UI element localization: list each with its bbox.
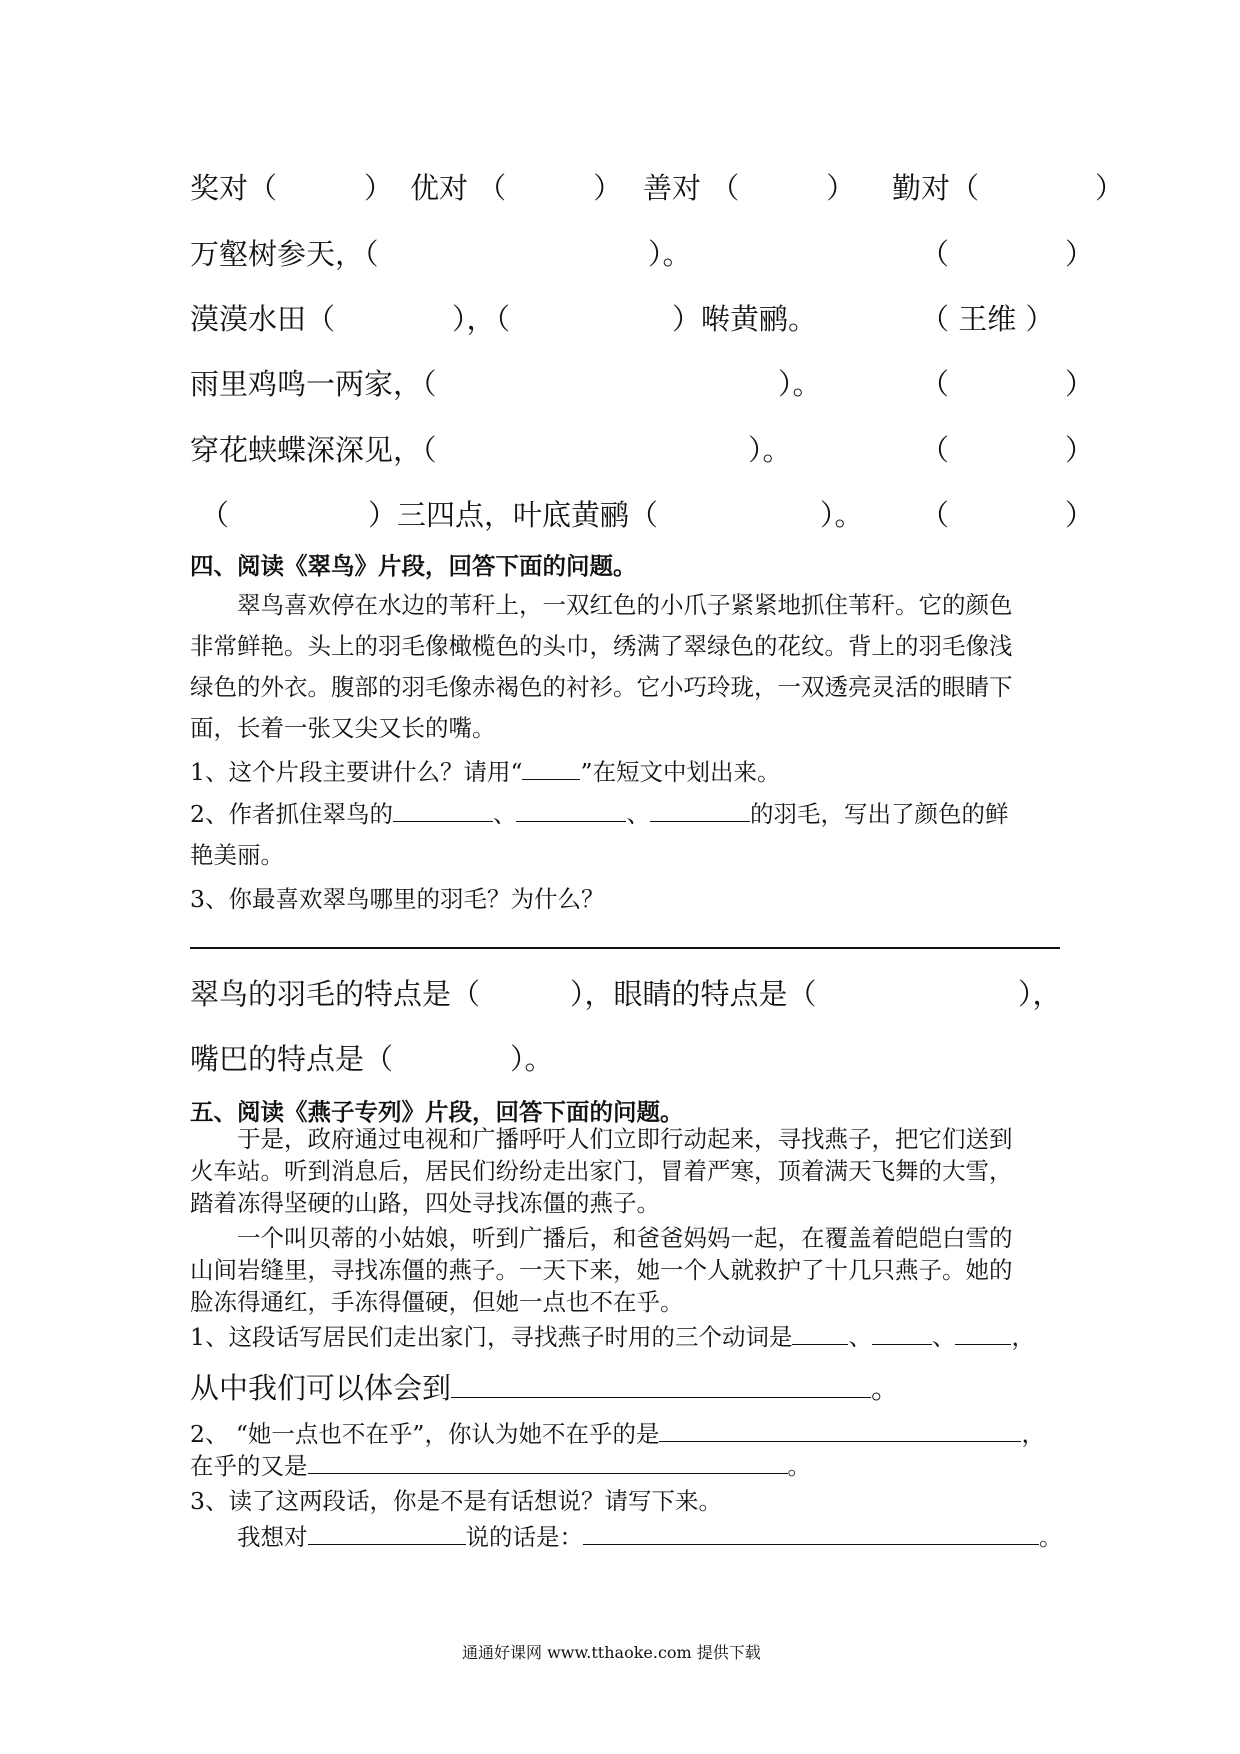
section-5-heading: 五、阅读《燕子专列》片段，回答下面的问题。: [190, 1098, 684, 1126]
feature-line-1-c: ），: [1018, 977, 1062, 1011]
question-text: ”在短文中划出来。: [580, 758, 781, 786]
separator: 、: [492, 800, 517, 828]
poem-line-4-end: ）。: [748, 433, 792, 467]
answer-blank[interactable]: [308, 1524, 466, 1545]
feature-line-2-b: ）。: [510, 1042, 554, 1076]
answer-blank[interactable]: [451, 1373, 871, 1398]
question-4-2-cont: 艳美丽。: [190, 841, 284, 869]
question-5-1-cont: [190, 1366, 900, 1407]
answer-blank[interactable]: [516, 801, 626, 822]
poem-line-1: 万壑树参天，（: [190, 237, 379, 271]
question-text: 在乎的又是: [190, 1452, 308, 1480]
answer-blank[interactable]: [792, 1324, 848, 1345]
question-text: 的羽毛，写出了颜色的鲜: [749, 800, 1009, 828]
poem-line-4: 穿花蛱蝶深深见，（: [190, 433, 437, 467]
passage-line: 于是，政府通过电视和广播呼吁人们立即行动起来，寻找燕子，把它们送到: [190, 1125, 1013, 1153]
poem-line-2-c: ）啭黄鹂。: [672, 302, 818, 336]
separator: 。: [787, 1452, 811, 1480]
passage-line: 非常鲜艳。头上的羽毛像橄榄色的头巾，绣满了翠绿色的花纹。背上的羽毛像浅: [190, 632, 1013, 660]
separator: 、: [848, 1323, 872, 1351]
poem-line-5-a: （: [200, 498, 230, 532]
answer-blank[interactable]: [583, 1524, 1039, 1545]
feature-line-1-a: 翠鸟的羽毛的特点是（: [190, 977, 481, 1011]
question-4-3: 3、你最喜欢翠鸟哪里的羽毛？为什么？: [190, 885, 605, 913]
answer-blank[interactable]: [522, 759, 580, 780]
question-text: 我想对: [190, 1523, 308, 1551]
poem-line-4-author: （ ）: [920, 433, 1095, 467]
pair-qin: 勤对（ ）: [892, 171, 1125, 205]
question-4-2: [190, 795, 1008, 829]
separator: ，: [1011, 1323, 1035, 1351]
passage-line: 火车站。听到消息后，居民们纷纷走出家门，冒着严寒，顶着满天飞舞的大雪，: [190, 1157, 1013, 1185]
poem-line-3: 雨里鸡鸣一两家，（: [190, 367, 437, 401]
question-text: 2、作者抓住翠鸟的: [190, 800, 393, 828]
question-text: 2、 “她一点也不在乎”，你认为她不在乎的是: [190, 1420, 660, 1448]
pair-you: 优对 （ ）: [410, 171, 623, 205]
passage-line: 山间岩缝里，寻找冻僵的燕子。一天下来，她一个人就救护了十几只燕子。她的: [190, 1256, 1013, 1284]
pair-shan: 善对 （ ）: [643, 171, 856, 205]
answer-blank[interactable]: [659, 1421, 1021, 1442]
question-text: 从中我们可以体会到: [190, 1371, 452, 1405]
answer-blank[interactable]: [308, 1453, 788, 1474]
answer-blank[interactable]: [955, 1324, 1011, 1345]
passage-line: 脸冻得通红，手冻得僵硬，但她一点也不在乎。: [190, 1288, 684, 1316]
separator: 。: [871, 1371, 901, 1405]
question-5-2: [190, 1415, 1045, 1449]
passage-line: 绿色的外衣。腹部的羽毛像赤褐色的衬衫。它小巧玲珑，一双透亮灵活的眼睛下: [190, 673, 1013, 701]
separator: 、: [931, 1323, 956, 1351]
poem-line-3-end: ）。: [778, 367, 822, 401]
feature-line-1-b: ），眼睛的特点是（: [570, 977, 817, 1011]
poem-line-1-author: （ ）: [920, 237, 1095, 271]
passage-line: 踏着冻得坚硬的山路，四处寻找冻僵的燕子。: [190, 1189, 660, 1217]
pair-jiang: 奖对（ ）: [190, 171, 394, 205]
passage-line: 一个叫贝蒂的小姑娘，听到广播后，和爸爸妈妈一起，在覆盖着皑皑白雪的: [190, 1224, 1013, 1252]
question-4-1: [190, 753, 780, 787]
answer-blank[interactable]: [872, 1324, 932, 1345]
answer-blank[interactable]: [650, 801, 750, 822]
answer-line[interactable]: [190, 947, 1060, 949]
poem-line-5-author: （ ）: [920, 498, 1095, 532]
poem-line-2-author: （ 王维 ）: [920, 302, 1055, 336]
separator: ，: [1021, 1420, 1045, 1448]
question-5-1: [190, 1318, 1035, 1352]
poem-line-5-b: ）三四点，叶底黄鹂（: [368, 498, 659, 532]
question-5-3: 3、读了这两段话，你是不是有话想说？请写下来。: [190, 1487, 722, 1515]
feature-line-2-a: 嘴巴的特点是（: [190, 1042, 394, 1076]
poem-line-1-end: ）。: [648, 237, 692, 271]
separator: 、: [626, 800, 650, 828]
poem-line-3-author: （ ）: [920, 367, 1095, 401]
poem-line-5-c: ）。: [820, 498, 864, 532]
answer-blank[interactable]: [393, 801, 493, 822]
separator: 。: [1039, 1523, 1063, 1551]
poem-line-2-a: 漠漠水田（: [190, 302, 336, 336]
question-text: 说的话是：: [465, 1523, 583, 1551]
question-5-3-answer: [190, 1518, 1063, 1552]
passage-line: 面，长着一张又尖又长的嘴。: [190, 714, 496, 742]
section-4-heading: 四、阅读《翠鸟》片段，回答下面的问题。: [190, 552, 637, 580]
question-5-2-cont: [190, 1447, 811, 1481]
question-text: 1、这段话写居民们走出家门，寻找燕子时用的三个动词是: [190, 1323, 793, 1351]
passage-line: 翠鸟喜欢停在水边的苇秆上，一双红色的小爪子紧紧地抓住苇秆。它的颜色: [190, 591, 1013, 619]
question-text: 1、这个片段主要讲什么？请用“: [190, 758, 523, 786]
footer-credit: 通通好课网 www.tthaoke.com 提供下载: [462, 1643, 761, 1662]
poem-line-2-b: ），（: [452, 302, 511, 336]
